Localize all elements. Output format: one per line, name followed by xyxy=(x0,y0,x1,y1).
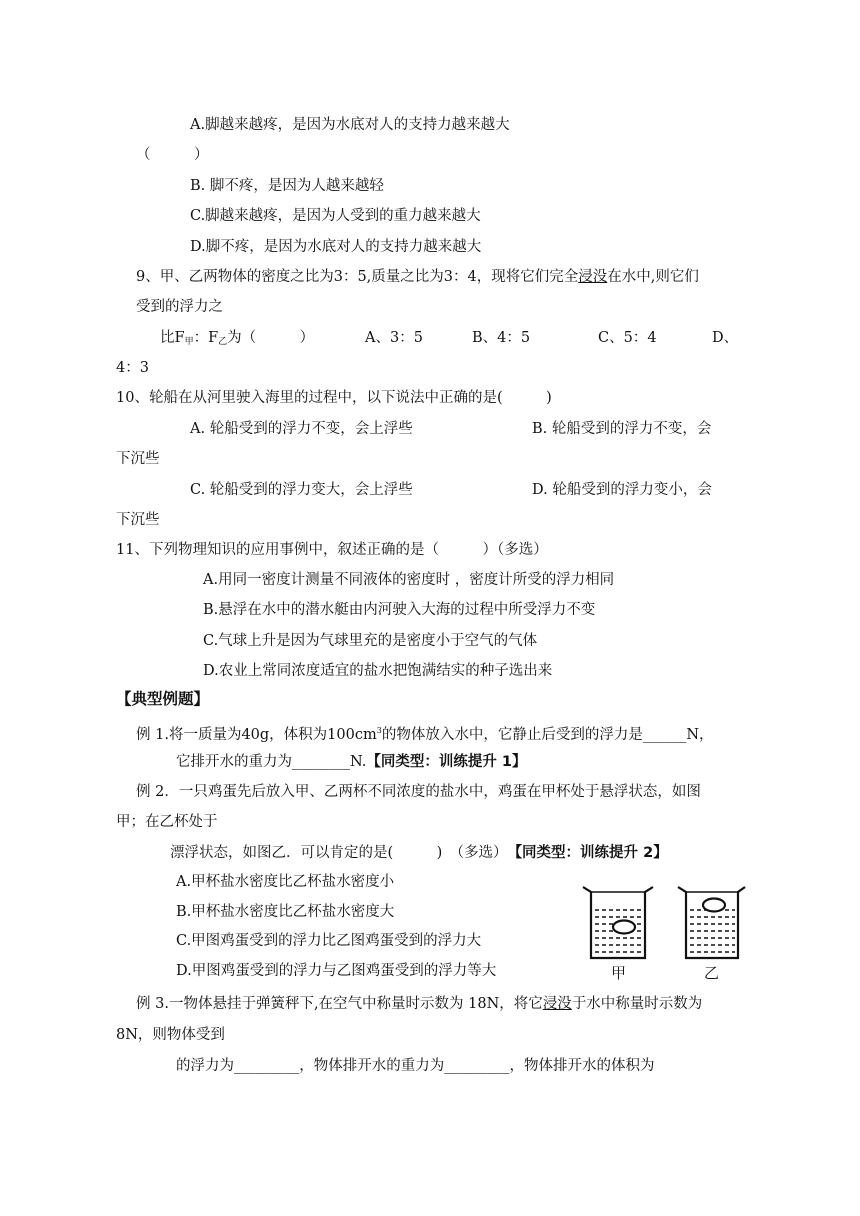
q8-option-d: D.脚不疼，是因为水底对人的支持力越来越大 xyxy=(190,239,482,255)
q10-option-a: A. 轮船受到的浮力不变，会上浮些 xyxy=(190,421,413,437)
ex1-line2-text: 它排开水的重力为________N. xyxy=(176,754,367,770)
q9-subscript-yi: 乙 xyxy=(218,337,228,347)
ex3-underlined: 浸没 xyxy=(542,996,572,1012)
q9-stem-text-a: 9、甲、乙两物体的密度之比为3：5,质量之比为3：4，现将它们完全 xyxy=(136,269,579,285)
section-title: 【典型例题】 xyxy=(116,690,210,708)
q11-option-d: D.农业上常同浓度适宜的盐水把饱满结实的种子选出来 xyxy=(203,663,553,679)
q9-ratio-text-b: ：F xyxy=(193,330,219,346)
q10-option-d-cont: 下沉些 xyxy=(116,512,160,528)
figure-label-yi: 乙 xyxy=(704,964,720,982)
q8-option-b: B. 脚不疼，是因为人越来越轻 xyxy=(190,178,384,194)
q11-stem: 11、下列物理知识的应用事例中，叙述正确的是（ ）（多选） xyxy=(116,542,548,558)
ex2-line1: 例 2．一只鸡蛋先后放入甲、乙两杯不同浓度的盐水中，鸡蛋在甲杯处于悬浮状态，如图 xyxy=(136,784,701,800)
q11-option-b: B.悬浮在水中的潜水艇由内河驶入大海的过程中所受浮力不变 xyxy=(203,602,596,618)
egg-suspended xyxy=(613,921,635,934)
ex1-text-a: 例 1.将一质量为40g，体积为100cm xyxy=(136,727,377,743)
q9-stem-line1 xyxy=(136,267,699,287)
ex2-option-c: C.甲图鸡蛋受到的浮力比乙图鸡蛋受到的浮力大 xyxy=(176,933,482,949)
beaker-yi xyxy=(678,887,745,958)
q9-stem-line2: 受到的浮力之 xyxy=(136,299,223,315)
ex2-line3-text: 漂浮状态，如图乙．可以肯定的是( ) （多选） xyxy=(170,845,515,861)
q8-option-a: A.脚越来越疼，是因为水底对人的支持力越来越大 xyxy=(190,117,510,133)
q8-option-c: C.脚越来越疼，是因为人受到的重力越来越大 xyxy=(190,208,481,224)
q9-option-a: A、3：5 xyxy=(365,330,423,346)
q10-option-c: C. 轮船受到的浮力变大，会上浮些 xyxy=(190,482,413,498)
egg-floating xyxy=(703,899,725,912)
ex2-option-a: A.甲杯盐水密度比乙杯盐水密度小 xyxy=(176,874,395,890)
q9-option-c: C、5：4 xyxy=(598,330,657,346)
ex2-option-b: B.甲杯盐水密度比乙杯盐水密度大 xyxy=(176,904,395,920)
q10-option-b: B. 轮船受到的浮力不变，会 xyxy=(532,421,712,437)
q8-answer-paren: （ ） xyxy=(136,147,209,163)
ex3-line2: 8N，则物体受到 xyxy=(116,1027,225,1043)
q10-stem: 10、轮船在从河里驶入海里的过程中，以下说法中正确的是( ) xyxy=(116,390,552,406)
ex2-same-type-tag: 【同类型：训练提升 2】 xyxy=(514,845,668,861)
ex1-line2 xyxy=(176,752,527,772)
q9-ratio-text-a: 比F xyxy=(160,330,185,346)
ex2-line3 xyxy=(170,843,668,863)
q9-subscript-jia: 甲 xyxy=(184,337,194,347)
ex1-text-b: 的物体放入水中，它静止后受到的浮力是______N， xyxy=(381,727,714,743)
q9-stem-line3 xyxy=(160,328,314,352)
beakers-drawing xyxy=(578,884,748,962)
q11-option-a: A.用同一密度计测量不同液体的密度时 ，密度计所受的浮力相同 xyxy=(203,572,615,588)
figure-label-jia: 甲 xyxy=(611,964,627,982)
q11-option-c: C.气球上升是因为气球里充的是密度小于空气的气体 xyxy=(203,633,538,649)
ex3-text-a: 例 3.一物体悬挂于弹簧秤下,在空气中称量时示数为 18N，将它 xyxy=(136,996,543,1012)
ex1-superscript: 3 xyxy=(376,726,382,735)
q10-option-d: D. 轮船受到的浮力变小，会 xyxy=(532,482,712,498)
q9-option-b: B、4：5 xyxy=(472,330,531,346)
ex2-option-d: D.甲图鸡蛋受到的浮力与乙图鸡蛋受到的浮力等大 xyxy=(176,963,497,979)
ex3-text-b: 于水中称量时示数为 xyxy=(571,996,703,1012)
ex3-line3: 的浮力为_________，物体排开水的重力为_________，物体排开水的体积为 xyxy=(176,1058,655,1074)
ex1-line1 xyxy=(136,721,714,745)
q10-option-b-cont: 下沉些 xyxy=(116,451,160,467)
ex3-line1 xyxy=(136,994,702,1014)
ex2-line2: 甲；在乙杯处于 xyxy=(116,814,218,830)
q9-stem-text-b: 在水中,则它们 xyxy=(607,269,699,285)
q9-option-d-label: D、 xyxy=(712,330,739,346)
q9-stem-underlined: 浸没 xyxy=(578,269,608,285)
q9-option-d-value: 4：3 xyxy=(116,360,149,376)
q9-ratio-text-c: 为（ ） xyxy=(227,330,315,346)
ex1-same-type-tag: 【同类型：训练提升 1】 xyxy=(366,754,527,770)
beaker-jia xyxy=(583,887,653,958)
beaker-figure xyxy=(578,884,748,984)
